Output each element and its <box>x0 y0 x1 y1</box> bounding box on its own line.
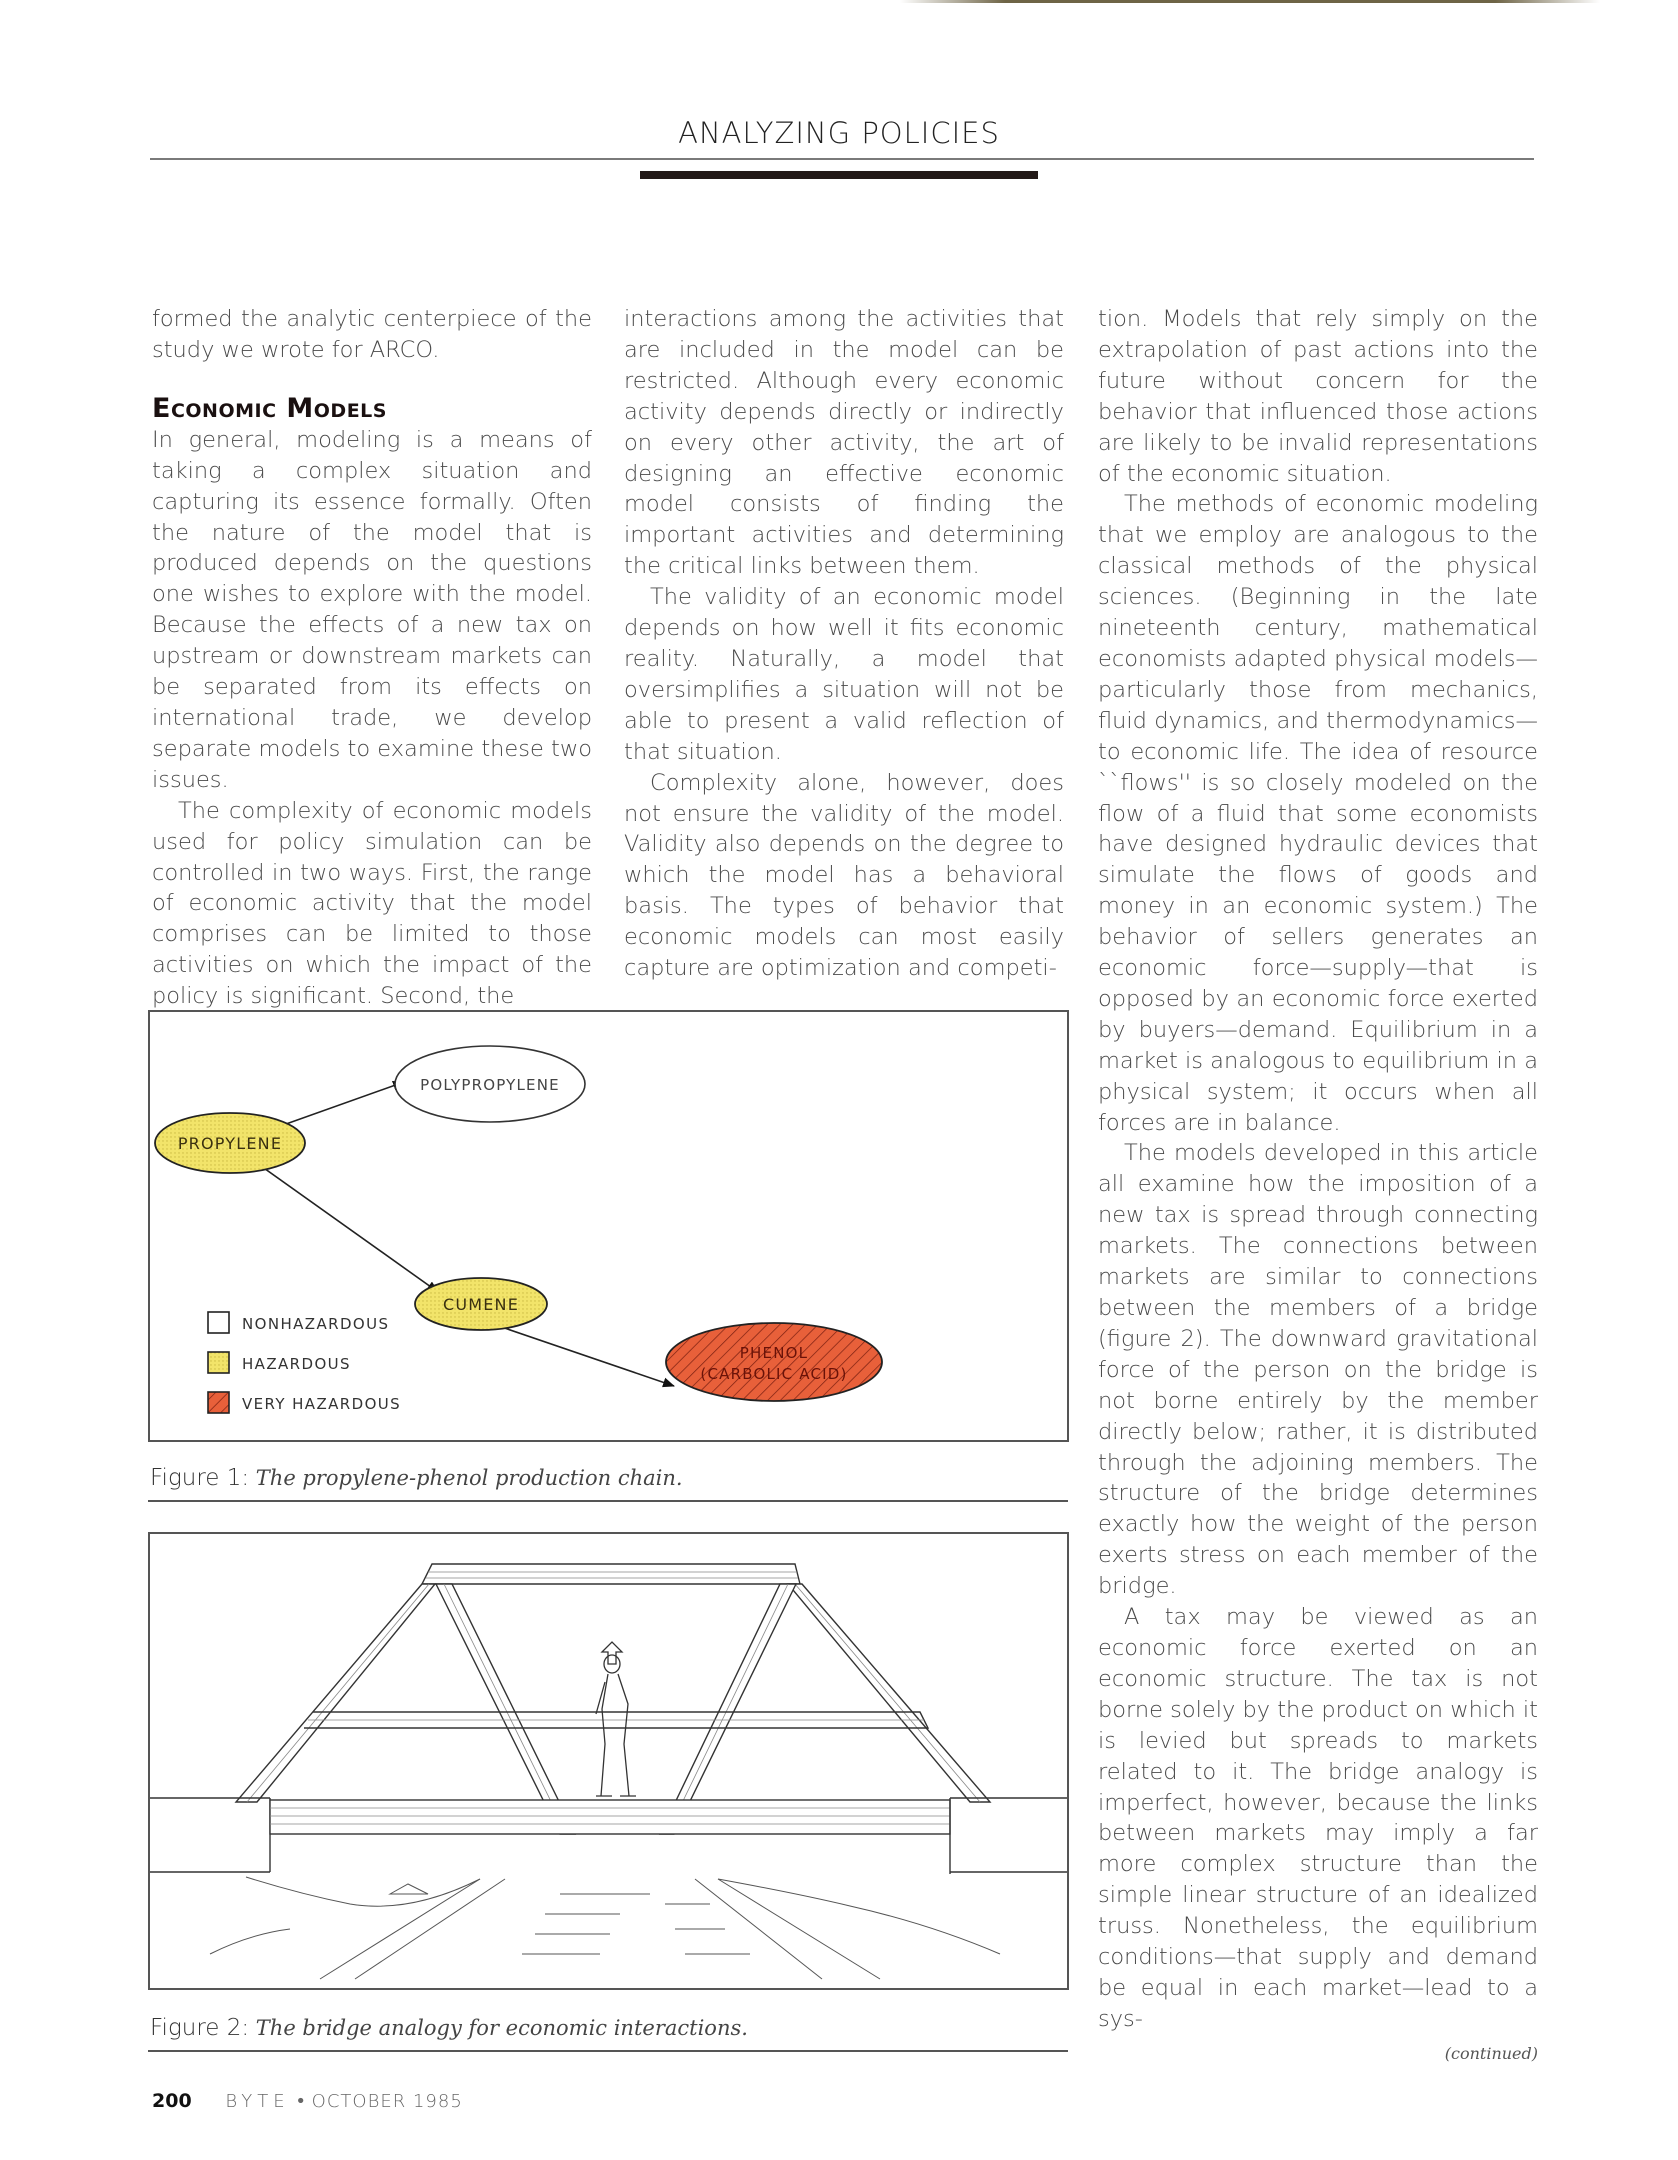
paragraph: Complexity alone, however, does not ensure the validity of the model. Validity also depends on the degree to which the model has a behavioral basis. The types of behavior that economic models can most easily capture are optimization and competi- <box>624 769 1064 982</box>
svg-text:CUMENE: CUMENE <box>442 1295 520 1314</box>
hazardous-swatch-icon <box>208 1352 229 1373</box>
paragraph: In general, modeling is a means of taking a complex situation and capturing its essence formally. Often the nature of the model that is produced depends on the questions one wishes to explore with the model. Because the effects of a new tax on upstream or downstream markets can be separated from its effects on international trade, we develop separate models to examine these two issues. <box>152 426 592 793</box>
legend <box>208 1312 401 1413</box>
nonhazardous-swatch-icon <box>208 1312 229 1333</box>
node-cumene <box>415 1278 547 1330</box>
page-footer <box>152 2090 463 2112</box>
figure-2-caption <box>150 2014 748 2042</box>
svg-text:(CARBOLIC ACID): (CARBOLIC ACID) <box>700 1365 848 1383</box>
node-polypropylene <box>395 1046 585 1122</box>
column-3 <box>1098 304 1538 2070</box>
paragraph: tion. Models that rely simply on the extrapolation of past actions into the future without concern for the behavior that influenced those actions are likely to be invalid representations of the economic situation. <box>1098 306 1538 487</box>
svg-text:PHENOL: PHENOL <box>739 1344 809 1362</box>
legend-item-very-hazardous <box>208 1392 401 1413</box>
column-1 <box>152 304 592 1012</box>
paragraph: The complexity of economic models used for policy simulation can be controlled in two ways. First, the range of economic activity that the model comprises can be limited to those activities on which the impact of the policy is significant. Second, the <box>152 797 592 1010</box>
edge-cumene-phenol <box>481 1320 674 1386</box>
figure-1-diagram <box>148 1010 1069 1442</box>
node-phenol <box>666 1323 882 1401</box>
node-propylene <box>155 1113 305 1173</box>
riverbank-landscape <box>210 1877 1000 1979</box>
legend-item-hazardous <box>208 1352 351 1373</box>
production-chain-diagram <box>150 1012 1067 1440</box>
person-figure <box>596 1642 636 1796</box>
paragraph: formed the analytic centerpiece of the study we wrote for ARCO. <box>152 306 592 363</box>
magazine-name: BYTE <box>225 2091 290 2112</box>
paragraph: A tax may be viewed as an economic force exerted on an economic structure. The tax is not borne solely by the product on which it is levied but spreads to markets related to it. The bridge analogy is imperfect, however, because the links between markets may imply a far more complex structure than the simple linear structure of an idealized truss. Nonetheless, the equilibrium conditions—that supply and demand be equal in each market—lead to a sys- <box>1098 1604 1538 2032</box>
figure-1-label: Figure 1: <box>150 1465 250 1491</box>
issue-date: OCTOBER 1985 <box>311 2091 463 2112</box>
header-rule <box>150 158 1534 160</box>
figure-1-caption-text: The propylene-phenol production chain. <box>255 1466 683 1490</box>
figure-2-illustration <box>148 1532 1069 1990</box>
bullet-separator: • <box>295 2091 306 2112</box>
svg-text:NONHAZARDOUS: NONHAZARDOUS <box>242 1315 390 1333</box>
svg-text:PROPYLENE: PROPYLENE <box>177 1134 283 1153</box>
page-edge-strip <box>900 0 1600 3</box>
figure-2-label: Figure 2: <box>150 2015 250 2041</box>
section-heading: Economic Models <box>152 392 387 424</box>
edge-propylene-cumene <box>254 1161 438 1292</box>
svg-text:VERY HAZARDOUS: VERY HAZARDOUS <box>242 1395 402 1413</box>
bridge-illustration <box>150 1534 1067 1988</box>
figure-2-caption-text: The bridge analogy for economic interactions. <box>255 2016 748 2040</box>
very-hazardous-swatch-icon <box>208 1392 229 1413</box>
edge-propylene-polypropylene <box>272 1082 404 1129</box>
figure-1-caption <box>150 1464 683 1492</box>
column-2 <box>624 304 1064 984</box>
bridge-truss <box>150 1564 1067 1874</box>
caption-rule <box>148 1500 1068 1502</box>
page-number: 200 <box>152 2090 192 2112</box>
paragraph: interactions among the activities that are included in the model can be restricted. Although every economic activity depends directly or indirectly on every other activity, the art of designing an effective economic model consists of finding the important activities and determining the critical links between them. <box>624 306 1064 580</box>
paragraph: The methods of economic modeling that we employ are analogous to the classical methods of the physical sciences. (Beginning in the late nineteenth century, mathematical economists adapted physical models—particularly those from mechanics, fluid dynamics, and thermodynamics—to economic life. The idea of resource ``flows'' is so closely modeled on the flow of a fluid that some economists have designed hydraulic devices that simulate the flows of goods and money in an economic system.) The behavior of sellers generates an economic force—supply—that is opposed by an economic force exerted by buyers—demand. Equilibrium in a market is analogous to equilibrium in a physical system; it occurs when all forces are in balance. <box>1098 491 1538 1136</box>
svg-text:HAZARDOUS: HAZARDOUS <box>242 1355 351 1373</box>
paragraph: The validity of an economic model depends on how well it fits economic reality. Naturally, a model that oversimplifies a situation will not be able to present a valid reflection of that situation. <box>624 584 1064 765</box>
caption-rule <box>148 2050 1068 2052</box>
continued-note: (continued) <box>1444 2043 1538 2063</box>
legend-item-nonhazardous <box>208 1312 389 1333</box>
paragraph: The models developed in this article all examine how the imposition of a new tax is spread through connecting markets. The connections between markets are similar to connections between the members of a bridge (figure 2). The downward gravitational force of the person on the bridge is not borne entirely by the member directly below; rather, it is distributed through the adjoining members. The structure of the bridge determines exactly how the weight of the person exerts stress on each member of the bridge. <box>1098 1140 1538 1600</box>
svg-text:POLYPROPYLENE: POLYPROPYLENE <box>420 1076 560 1094</box>
running-header: ANALYZING POLICIES <box>678 116 1000 150</box>
header-bar <box>640 171 1038 179</box>
